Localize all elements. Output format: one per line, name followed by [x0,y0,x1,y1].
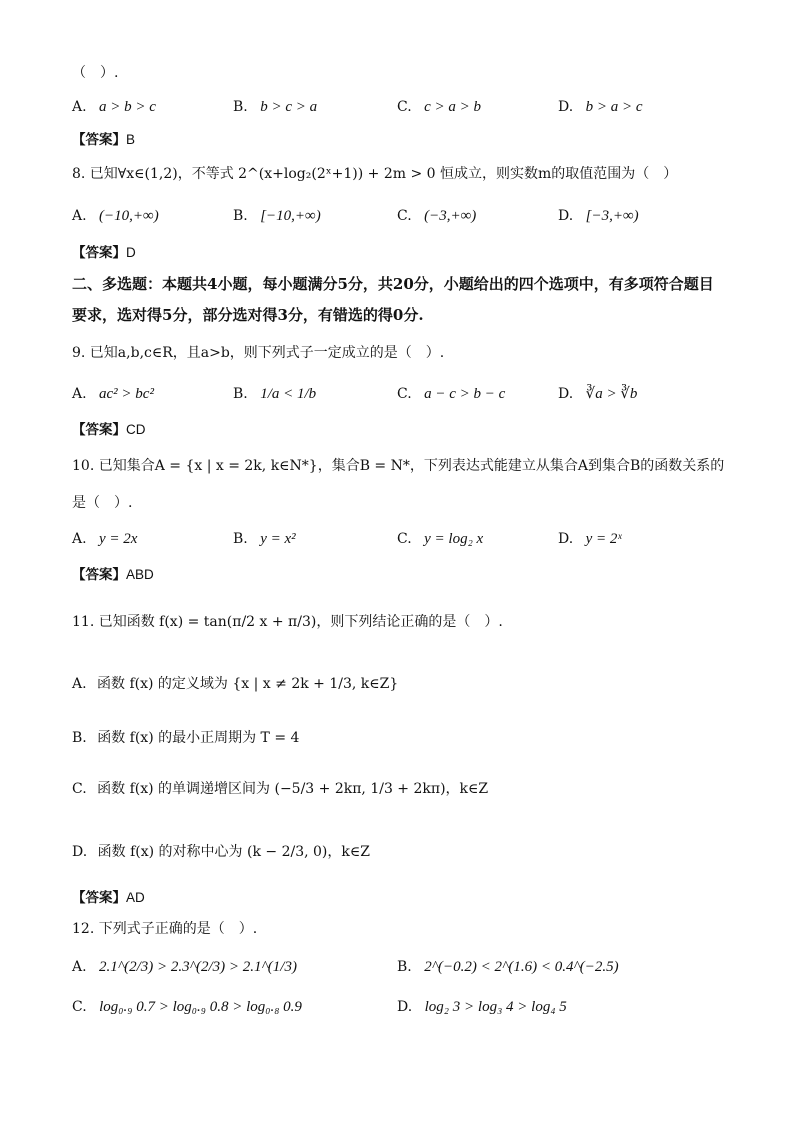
option-math: log₂ 3 > log₃ 4 > log₄ 5 [424,999,567,1015]
option-label: C. [72,781,87,797]
option-math: [−10,+∞) [260,208,321,224]
option-label: C. [397,531,412,547]
answer-value: CD [126,422,146,437]
answer-tag: 【答案】 [72,245,126,260]
q12-stem: 12. 下列式子正确的是（ ）. [72,921,258,937]
answer-value: B [126,132,136,147]
option-label: D. [397,999,413,1015]
option-label: D. [558,208,574,224]
q11-option-d [72,841,370,863]
answer-tag: 【答案】 [72,567,126,582]
option-label: D. [558,99,574,115]
option-math: b > c > a [260,99,318,115]
q7-option-d [558,96,643,118]
option-math: y = 2x [99,531,138,547]
q9-answer [72,420,146,440]
q8-answer [72,243,136,263]
q10-option-a [72,528,137,550]
option-math: (−3,+∞) [424,208,477,224]
option-label: B. [233,208,248,224]
answer-tag: 【答案】 [72,132,126,147]
q11-stem: 11. 已知函数 f(x) = tan(π/2 x + π/3)，则下列结论正确的是（ ）. [72,614,503,630]
option-label: B. [397,959,412,975]
option-label: B. [72,730,87,746]
q8-option-d [558,205,639,227]
answer-value: ABD [126,567,154,582]
option-math: a − c > b − c [424,386,506,402]
option-label: A. [72,959,87,975]
option-label: B. [233,386,248,402]
option-math: y = x² [260,531,296,547]
q11-option-c [72,778,488,800]
q9-option-b [233,383,316,405]
option-label: C. [397,386,412,402]
option-math: log₀.₉ 0.7 > log₀.₉ 0.8 > log₀.₈ 0.9 [99,999,302,1015]
option-math: 2.1^(2/3) > 2.3^(2/3) > 2.1^(1/3) [99,959,297,975]
q7-answer [72,130,135,150]
option-math: 1/a < 1/b [260,386,317,402]
q10-option-c [397,528,483,550]
q10-stem-line2: 是（ ）. [72,495,133,511]
option-label: A. [72,676,87,692]
q12-option-d [397,996,567,1018]
q11-option-b [72,727,299,749]
option-text: 函数 f(x) 的定义域为 {x | x ≠ 2k + 1/3, k∈Z} [97,676,399,692]
q9-option-c [397,383,505,405]
q9-option-d [558,383,637,405]
q8-option-a [72,205,159,227]
q9-stem: 9. 已知a,b,c∈R，且a>b，则下列式子一定成立的是（ ）. [72,345,445,361]
option-label: B. [233,531,248,547]
option-math: (−10,+∞) [99,208,159,224]
option-math: ∛a > ∛b [585,386,638,402]
answer-value: D [126,245,136,260]
option-label: D. [72,844,88,860]
option-math: ac² > bc² [99,386,154,402]
option-label: D. [558,386,574,402]
q7-option-c [397,96,481,118]
q11-answer [72,888,145,908]
q10-option-b [233,528,296,550]
q8-option-b [233,205,321,227]
section-heading: 二、多选题：本题共4小题，每小题满分5分，共20分，小题给出的四个选项中，有多项符合题目要求，选对得5分，部分选对得3分，有错选的得0分. [72,275,714,324]
q12-option-b [397,956,619,978]
q12-option-c [72,996,302,1018]
q7-stem-tail: （ ）. [72,65,119,81]
option-label: A. [72,386,87,402]
option-label: C. [397,99,412,115]
option-label: B. [233,99,248,115]
option-label: D. [558,531,574,547]
answer-value: AD [126,890,145,905]
q10-option-d [558,528,622,550]
option-label: A. [72,99,87,115]
option-label: A. [72,531,87,547]
q7-option-b [233,96,317,118]
option-math: [−3,+∞) [585,208,639,224]
option-math: 2^(−0.2) < 2^(1.6) < 0.4^(−2.5) [424,959,619,975]
option-text: 函数 f(x) 的单调递增区间为 (−5/3 + 2kπ, 1/3 + 2kπ)，k∈Z [97,781,489,797]
option-math: c > a > b [424,99,482,115]
q10-answer [72,565,154,585]
q12-option-a [72,956,297,978]
option-text: 函数 f(x) 的最小正周期为 T = 4 [97,730,300,746]
option-math: b > a > c [585,99,643,115]
q9-option-a [72,383,154,405]
option-math: y = 2ˣ [585,531,622,547]
option-label: C. [72,999,87,1015]
option-label: A. [72,208,87,224]
option-text: 函数 f(x) 的对称中心为 (k − 2/3, 0)，k∈Z [97,844,370,860]
option-math: a > b > c [99,99,156,115]
answer-tag: 【答案】 [72,890,126,905]
q8-stem: 8. 已知∀x∈(1,2)，不等式 2^(x+log₂(2ˣ+1)) + 2m > 0 恒成立，则实数m的取值范围为（ ） [72,166,678,182]
q11-option-a [72,673,398,695]
option-math: y = log₂ x [424,531,484,547]
q10-stem-line1: 10. 已知集合A = {x | x = 2k, k∈N*}，集合B = N*，下列表达式能建立从集合A到集合B的函数关系的 [72,458,725,474]
q8-option-c [397,205,476,227]
q7-option-a [72,96,156,118]
option-label: C. [397,208,412,224]
answer-tag: 【答案】 [72,422,126,437]
